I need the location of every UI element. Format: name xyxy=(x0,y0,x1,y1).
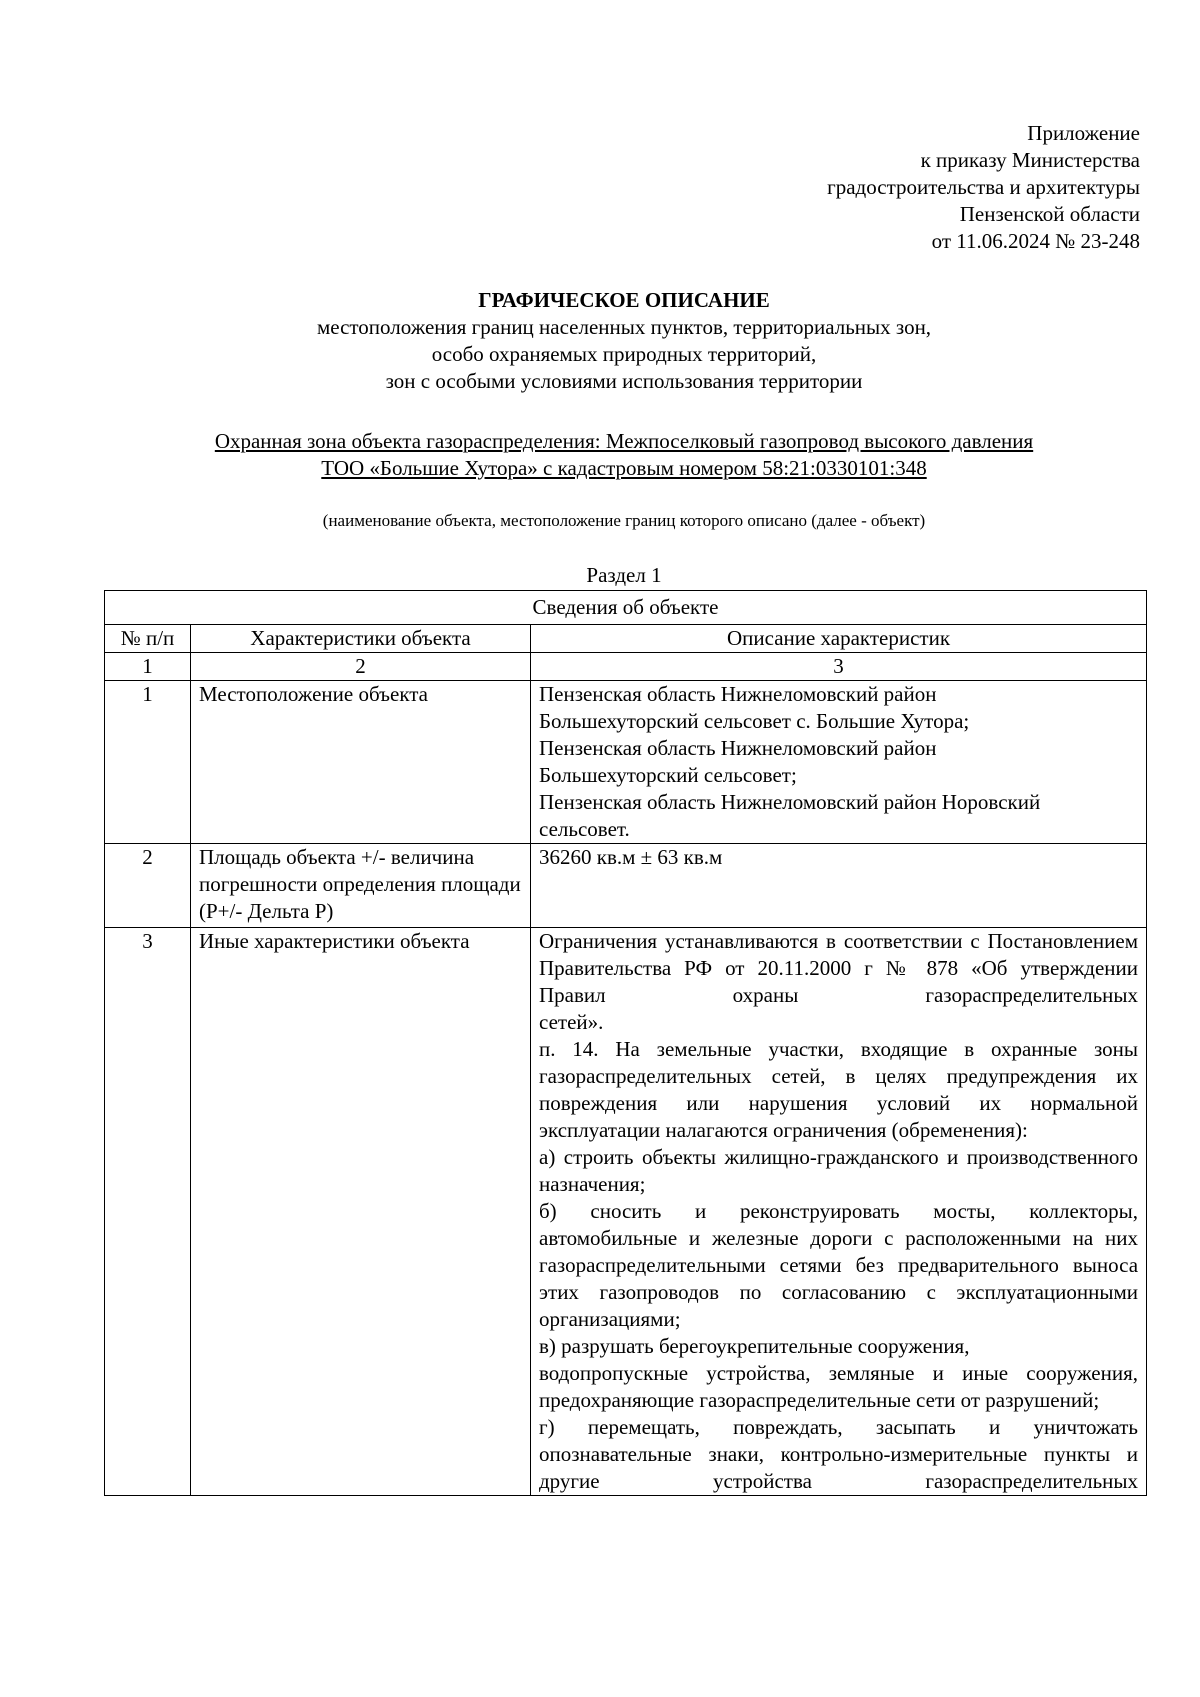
document-subtitle-line: местоположения границ населенных пунктов, территориальных зон, xyxy=(316,315,932,339)
description-line: Пензенская область Нижнеломовский район xyxy=(539,736,937,760)
appendix-line: к приказу Министерства xyxy=(920,148,1140,172)
description-line: Пензенская область Нижнеломовский район Норовский xyxy=(539,790,1041,814)
description-line: сельсовет. xyxy=(539,817,630,841)
description-paragraph: г) перемещать, повреждать, засыпать и уничтожать опознавательные знаки, контрольно-измерительные пункты и другие устройства газораспределительных xyxy=(539,1415,1139,1493)
appendix-date: от 11.06.2024 № 23-248 xyxy=(931,229,1140,253)
description-paragraph: б) сносить и реконструировать мосты, коллекторы, автомобильные и железные дороги с расположенными на них газораспределительными сетями без предварительного выноса этих газопроводов по согласованию с эксплуатационными организациями; xyxy=(539,1199,1139,1331)
description-line: Пензенская область Нижнеломовский район xyxy=(539,682,937,706)
document-subtitle-line: зон с особыми условиями использования территории xyxy=(385,369,863,393)
appendix-header xyxy=(620,120,1140,255)
description-paragraph: сетей». xyxy=(539,1010,604,1034)
row-description xyxy=(531,844,1147,928)
table-row xyxy=(105,844,1147,928)
object-name xyxy=(104,428,1144,482)
document-title: ГРАФИЧЕСКОЕ ОПИСАНИЕ xyxy=(478,288,770,312)
row-description xyxy=(531,928,1147,1496)
column-number: 2 xyxy=(191,653,531,681)
section-label: Раздел 1 xyxy=(586,563,662,587)
object-name-line: Охранная зона объекта газораспределения: Межпоселковый газопровод высокого давления xyxy=(214,429,1034,453)
row-number: 2 xyxy=(105,844,191,928)
document-subtitle-line: особо охраняемых природных территорий, xyxy=(431,342,817,366)
description-line: Большехуторский сельсовет; xyxy=(539,763,797,787)
row-characteristic: Местоположение объекта xyxy=(191,681,531,844)
column-number: 1 xyxy=(105,653,191,681)
description-paragraph: а) строить объекты жилищно-гражданского и производственного назначения; xyxy=(539,1145,1139,1196)
object-note: (наименование объекта, местоположение границ которого описано (далее - объект) xyxy=(322,511,926,530)
column-number: 3 xyxy=(531,653,1147,681)
description-paragraph: водопропускные устройства, земляные и иные сооружения, предохраняющие газораспределительные сети от разрушений; xyxy=(539,1361,1139,1412)
header-number: № п/п xyxy=(105,625,191,653)
header-characteristic: Характеристики объекта xyxy=(191,625,531,653)
header-description: Описание характеристик xyxy=(531,625,1147,653)
appendix-line: Пензенской области xyxy=(959,202,1140,226)
document-title-block xyxy=(104,287,1144,395)
table-title: Сведения об объекте xyxy=(105,591,1147,625)
table-row xyxy=(105,681,1147,844)
description-paragraph: п. 14. На земельные участки, входящие в охранные зоны газораспределительных сетей, в целях предупреждения их повреждения или нарушения условий их нормальной эксплуатации налагаются ограничения (обременения): xyxy=(539,1037,1139,1142)
column-number-row xyxy=(105,653,1147,681)
row-characteristic: Площадь объекта +/- величина погрешности определения площади (P+/- Дельта P) xyxy=(191,844,531,928)
description-paragraph: в) разрушать берегоукрепительные сооружения, xyxy=(539,1334,970,1358)
table-row xyxy=(105,928,1147,1496)
description-line: Большехуторский сельсовет с. Большие Хутора; xyxy=(539,709,970,733)
description-paragraph: Ограничения устанавливаются в соответствии с Постановлением Правительства РФ от 20.11.2000 г № 878 «Об утверждении Правил охраны газораспределительных xyxy=(539,929,1139,1007)
object-name-line: ТОО «Большие Хутора» с кадастровым номером 58:21:0330101:348 xyxy=(321,456,927,480)
row-number: 3 xyxy=(105,928,191,1496)
table-title-row xyxy=(105,591,1147,625)
appendix-line: градостроительства и архитектуры xyxy=(827,175,1140,199)
appendix-line: Приложение xyxy=(1027,121,1140,145)
row-description xyxy=(531,681,1147,844)
description-line: 36260 кв.м ± 63 кв.м xyxy=(539,845,723,869)
row-number: 1 xyxy=(105,681,191,844)
row-characteristic: Иные характеристики объекта xyxy=(191,928,531,1496)
table-header-row xyxy=(105,625,1147,653)
object-info-table xyxy=(104,590,1147,1496)
